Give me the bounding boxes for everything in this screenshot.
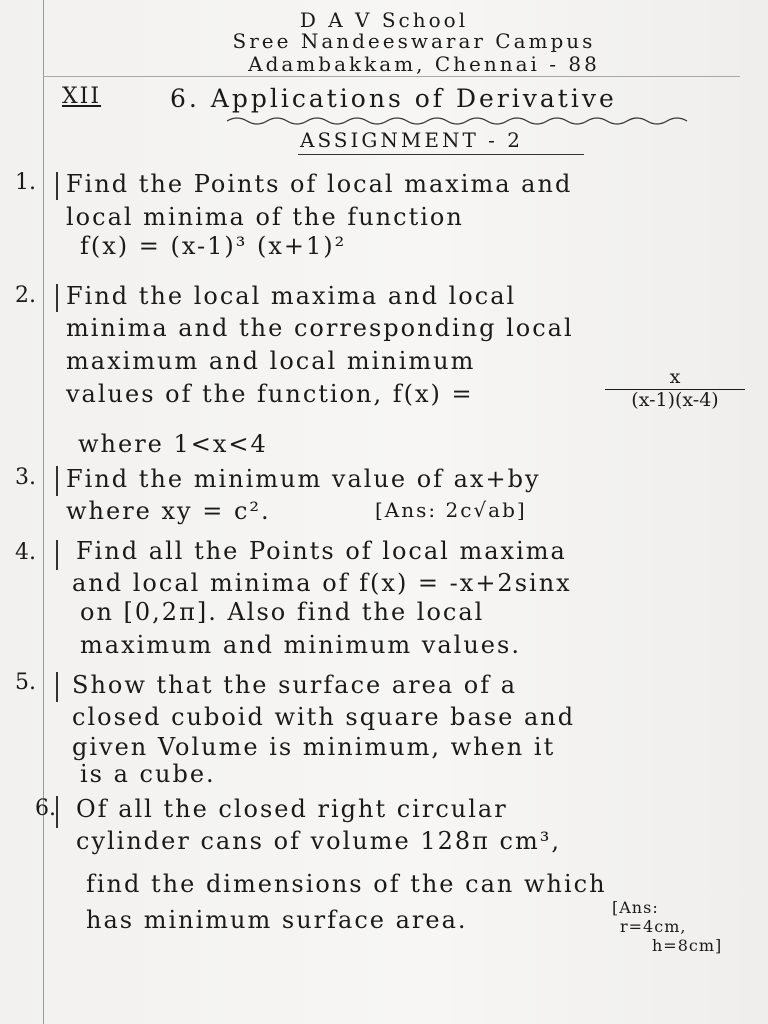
question-number: 4. — [15, 540, 36, 565]
title-underline — [225, 115, 700, 127]
question-line: Of all the closed right circular — [76, 795, 508, 823]
answer-line: [Ans: — [612, 898, 659, 917]
fraction-numerator: x — [605, 367, 745, 390]
question-line: has minimum surface area. — [86, 906, 468, 934]
question-bar — [56, 672, 58, 702]
question-number: 6. — [35, 796, 56, 821]
question-line: where 1<x<4 — [78, 430, 268, 458]
question-line: find the dimensions of the can which — [86, 870, 607, 898]
header-rule — [43, 76, 740, 77]
question-line: Find all the Points of local maxima — [76, 537, 567, 565]
question-line: Find the local maxima and local — [66, 282, 517, 310]
assignment-underline — [298, 154, 584, 155]
school-name: D A V School — [299, 8, 469, 32]
question-number: 3. — [15, 465, 36, 490]
campus-name: Sree Nandeeswarar Campus — [232, 29, 596, 53]
question-line: Find the minimum value of ax+by — [66, 465, 541, 493]
answer-text: [Ans: 2c√ab] — [375, 498, 527, 522]
question-line: on [0,2π]. Also find the local — [80, 598, 485, 626]
question-line: where xy = c². — [66, 497, 271, 525]
fraction-denominator: (x-1)(x-4) — [631, 388, 719, 411]
question-line: local minima of the function — [66, 203, 464, 231]
question-bar — [56, 796, 58, 828]
question-line: maximum and minimum values. — [80, 631, 521, 659]
question-line: Show that the surface area of a — [72, 671, 518, 699]
chapter-title: 6. Applications of Derivative — [170, 84, 617, 113]
answer-block — [612, 898, 722, 956]
question-line: minima and the corresponding local — [66, 314, 574, 342]
answer-line: r=4cm, — [620, 917, 687, 937]
question-bar — [56, 284, 58, 312]
question-number: 1. — [15, 170, 36, 195]
question-line: Find the Points of local maxima and — [66, 170, 573, 198]
question-bar — [56, 466, 58, 496]
question-line: values of the function, f(x) = — [66, 380, 474, 408]
question-line: given Volume is minimum, when it — [72, 733, 556, 761]
question-line: closed cuboid with square base and — [72, 703, 576, 731]
question-bar — [56, 540, 58, 570]
question-bar — [56, 172, 58, 200]
question-line: cylinder cans of volume 128π cm³, — [76, 827, 561, 855]
question-number: 5. — [15, 670, 36, 695]
assignment-title: ASSIGNMENT - 2 — [300, 128, 523, 152]
question-line: and local minima of f(x) = -x+2sinx — [72, 569, 572, 597]
answer-line: h=8cm] — [652, 936, 723, 956]
question-number: 2. — [15, 283, 36, 308]
question-line: maximum and local minimum — [66, 347, 476, 375]
function-fraction — [605, 367, 745, 412]
location: Adambakkam, Chennai - 88 — [248, 52, 600, 76]
margin-line — [43, 0, 44, 1024]
question-line: is a cube. — [80, 760, 216, 788]
question-formula: f(x) = (x-1)³ (x+1)² — [80, 232, 347, 260]
class-label: XII — [62, 84, 102, 109]
